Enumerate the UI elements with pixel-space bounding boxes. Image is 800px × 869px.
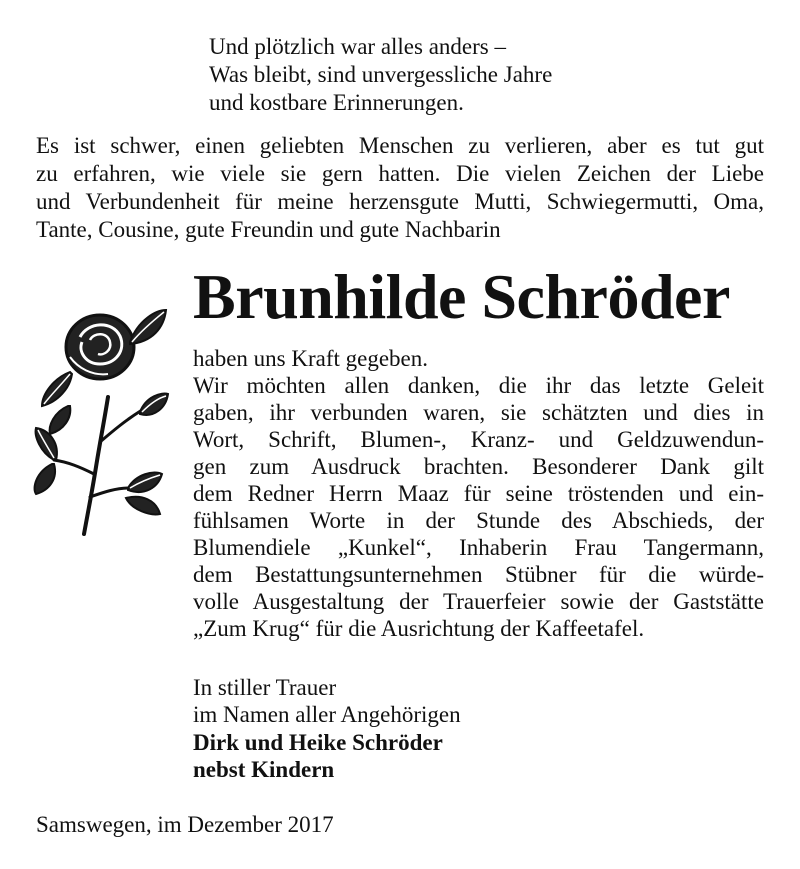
intro-line-3: und Verbundenheit für meine herzensgute Mutti, Schwiegermutti, Oma, [36,189,764,214]
body-line-6: dem Redner Herrn Maaz für seine tröstenden und ein- [193,481,764,506]
poem-line-3: und kostbare Erinnerungen. [209,90,464,115]
body-line-7: fühlsamen Worte in der Stunde des Abschieds, der [193,508,764,533]
deceased-name: Brunhilde Schröder [193,261,730,332]
body-line-4: Wort, Schrift, Blumen-, Kranz- und Geldzuwendun- [193,427,764,452]
body-line-2: Wir möchten allen danken, die ihr das letzte Geleit [193,373,764,398]
closing-line-1: In stiller Trauer [193,675,337,700]
rose-icon [30,302,170,537]
body-line-8: Blumendiele „Kunkel“, Inhaberin Frau Tangermann, [193,535,764,560]
body-line-1: haben uns Kraft gegeben. [193,346,429,371]
body-line-9: dem Bestattungsunternehmen Stübner für die würde- [193,562,764,587]
body-line-3: gaben, ihr verbunden waren, sie schätzten und dies in [193,400,764,425]
poem-line-1: Und plötzlich war alles anders – [209,34,506,59]
intro-line-4: Tante, Cousine, gute Freundin und gute Nachbarin [36,217,501,242]
place-date: Samswegen, im Dezember 2017 [36,812,334,837]
body-line-5: gen zum Ausdruck brachten. Besonderer Dank gilt [193,454,764,479]
signers-line-1: Dirk und Heike Schröder [193,730,443,755]
body-line-11: „Zum Krug“ für die Ausrichtung der Kaffeetafel. [193,616,645,641]
body-line-10: volle Ausgestaltung der Trauerfeier sowie der Gaststätte [193,589,764,614]
intro-line-2: zu erfahren, wie viele sie gern hatten. Die vielen Zeichen der Liebe [36,161,764,186]
poem-line-2: Was bleibt, sind unvergessliche Jahre [209,62,553,87]
intro-line-1: Es ist schwer, einen geliebten Menschen zu verlieren, aber es tut gut [36,133,764,158]
signers-line-2: nebst Kindern [193,757,335,782]
closing-line-2: im Namen aller Angehörigen [193,702,461,727]
